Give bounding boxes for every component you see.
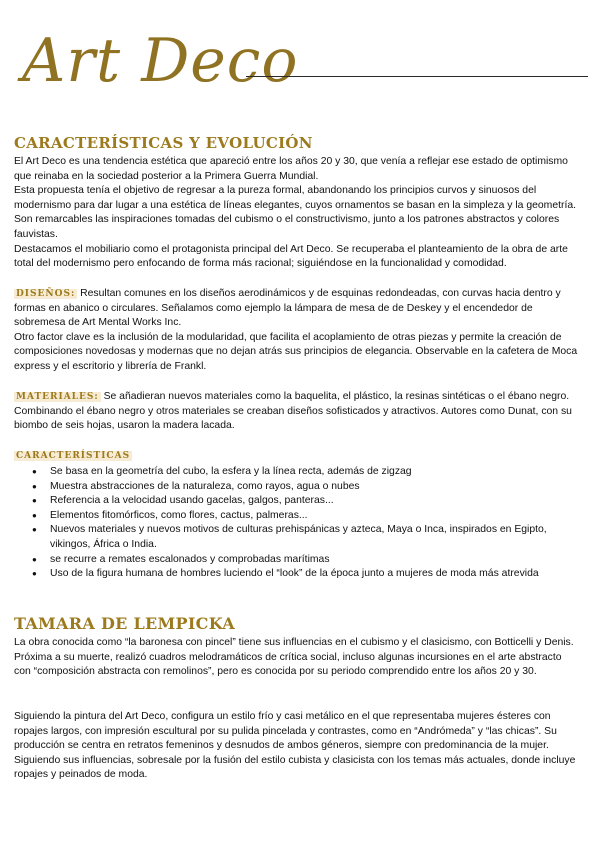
section-lempicka-p1 [14, 636, 580, 680]
caracteristicas-list [14, 465, 580, 582]
list-item: ● Elementos fitomórficos, como flores, cactus, palmeras... [14, 509, 580, 524]
list-item: ● Muestra abstracciones de la naturaleza, como rayos, agua o nubes [14, 480, 580, 495]
materiales-block [14, 390, 580, 434]
paragraph: Esta propuesta tenía el objetivo de regresar a la pureza formal, abandonando los principios curvos y sinuosos del modernismo para dar lugar a una estética de líneas elegantes, cuyos ornamentos se basan en la simpleza y la geometría. Son remarcables las inspiraciones tomadas del cubismo o el constructivismo, junto a los patrones abstractos y colores fauvistas. [14, 185, 576, 240]
paragraph: Siguiendo la pintura del Art Deco, configura un estilo frío y casi metálico en el que representaba mujeres ésteres con ropajes largos, con impresión escultural por su pulida pincelada y contrastes, como en “Andrómeda” y “las chicas”. Su producción se centra en retratos femeninos y desnudos de ambos géneros, siempre con predominancia de la mujer. [14, 711, 557, 752]
paragraph: La obra conocida como “la baronesa con pincel” tiene sus influencias en el cubismo y el clasicismo, con Botticelli y Denis. Próxima a su muerte, realizó cuadros melodramáticos de crítica social, incluso algunas incursiones en el arte abstracto con “composición abstracta con remolinos”, pero es conocida por su periodo comprendido entre los años 20 y 30. [14, 637, 574, 678]
section-heading-caracteristicas-evolucion: CARACTERÍSTICAS Y EVOLUCIÓN [14, 134, 313, 152]
title-rule [246, 76, 588, 77]
paragraph: Siguiendo sus influencias, sobresale por la fusión del estilo cubista y clasicista con los temas más actuales, donde incluye ropajes y peinados de moda. [14, 754, 576, 781]
list-item: ● Se basa en la geometría del cubo, la esfera y la línea recta, además de zigzag [14, 465, 580, 480]
list-item: ● Nuevos materiales y nuevos motivos de culturas prehispánicas y azteca, Maya o Inca, inspirados en Egipto, vikingos, África o India. [14, 523, 580, 552]
caracteristicas-heading-row [14, 449, 580, 464]
section-lempicka-p2 [14, 710, 580, 783]
document-title-block [18, 22, 588, 104]
list-item: ● Referencia a la velocidad usando gacelas, galgos, panteras... [14, 494, 580, 509]
list-item: ● Uso de la figura humana de hombres luciendo el “look” de la época junto a mujeres de moda más atrevida [14, 567, 580, 582]
caracteristicas-label: CARACTERÍSTICAS [16, 451, 131, 461]
section-intro [14, 155, 580, 272]
document-title: Art Deco [22, 26, 299, 96]
materiales-text: Se añadieran nuevos materiales como la baquelita, el plástico, la resinas sintéticas o el ébano negro. Combinando el ébano negro y otros materiales se creaban diseños sofisticados y atractivos. Autores como Dunat, con su biombo de seis hojas, usaron la madera lacada. [14, 391, 572, 432]
materiales-label: MATERIALES: [16, 392, 99, 402]
disenos-text: Resultan comunes en los diseños aerodinámicos y de esquinas redondeadas, con curvas hacia dentro y formas en abanico o circulares. Señalamos como ejemplo la lámpara de mesa de de Deskey y el encendedor de sobremesa de Art Mental Works Inc. [14, 288, 561, 329]
disenos-block [14, 287, 580, 375]
paragraph [14, 287, 580, 331]
list-item: ● se recurre a remates escalonados y comprobadas marítimas [14, 553, 580, 568]
paragraph: Destacamos el mobiliario como el protagonista principal del Art Deco. Se recuperaba el planteamiento de la obra de arte total del modernismo pero enfocando de forma más racional; siguiéndose en la funcionalidad y comodidad. [14, 243, 568, 270]
disenos-label: DISEÑOS: [16, 289, 76, 299]
section-heading-tamara-de-lempicka: TAMARA DE LEMPICKA [14, 614, 235, 633]
paragraph: El Art Deco es una tendencia estética que apareció entre los años 20 y 30, que venía a reflejar ese estado de optimismo que reinaba en la sociedad posterior a la Primera Guerra Mundial. [14, 156, 568, 182]
paragraph: Otro factor clave es la inclusión de la modularidad, que facilita el acoplamiento de otras piezas y permite la creación de composiciones novedosas y modernas que no dejan atrás sus principios de elegancia. Observable en la cafetera de Moca express y el escritorio y librería de Frankl. [14, 331, 578, 372]
paragraph [14, 390, 580, 434]
